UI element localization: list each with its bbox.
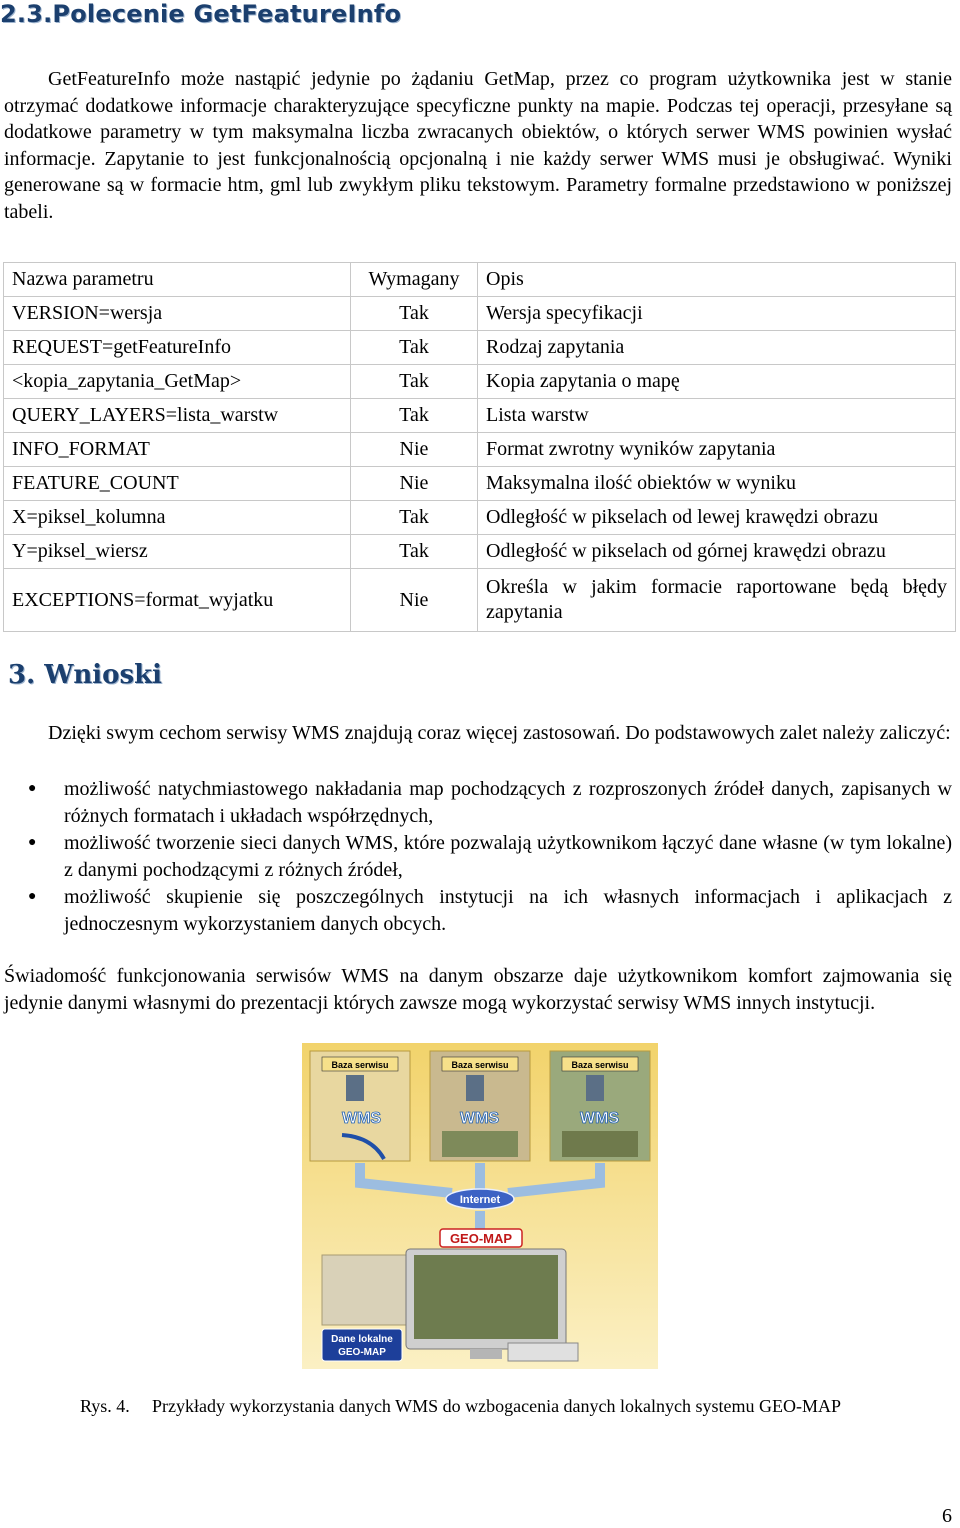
table-cell-param: QUERY_LAYERS=lista_warstw bbox=[4, 399, 351, 433]
caption-number: Rys. 4. bbox=[80, 1396, 130, 1416]
page-number: 6 bbox=[942, 1505, 952, 1527]
table-cell-param: Y=piksel_wiersz bbox=[4, 535, 351, 569]
conclusions-heading: 3. Wnioski bbox=[8, 660, 163, 690]
section-heading: 2.3.Polecenie GetFeatureInfo bbox=[0, 0, 402, 28]
monitor-screen bbox=[414, 1255, 558, 1339]
internet-label: Internet bbox=[459, 1194, 501, 1206]
table-cell-param: EXCEPTIONS=format_wyjatku bbox=[4, 569, 351, 632]
table-cell-description: Maksymalna ilość obiektów w wyniku bbox=[478, 467, 956, 501]
wms-label: WMS bbox=[342, 1110, 382, 1127]
local-label-line1: Dane lokalne bbox=[331, 1334, 393, 1345]
table-cell-description: Określa w jakim formacie raportowane będą błędy zapytania bbox=[478, 569, 956, 632]
table-cell-description: Rodzaj zapytania bbox=[478, 331, 956, 365]
figure-caption bbox=[80, 1396, 841, 1417]
table-cell-description: Kopia zapytania o mapę bbox=[478, 365, 956, 399]
table-cell-required: Nie bbox=[351, 467, 478, 501]
server-icon bbox=[586, 1075, 604, 1101]
table-cell-description: Wersja specyfikacji bbox=[478, 297, 956, 331]
wms-label: WMS bbox=[580, 1110, 620, 1127]
table-row bbox=[4, 297, 956, 331]
table-row bbox=[4, 331, 956, 365]
table-cell-param: <kopia_zapytania_GetMap> bbox=[4, 365, 351, 399]
table-cell-param: X=piksel_kolumna bbox=[4, 501, 351, 535]
table-header-cell: Wymagany bbox=[351, 263, 478, 297]
monitor-stand-icon bbox=[470, 1349, 502, 1359]
table-cell-required: Tak bbox=[351, 331, 478, 365]
server-icon bbox=[466, 1075, 484, 1101]
conclusions-intro: Dzięki swym cechom serwisy WMS znajdują coraz więcej zastosowań. Do podstawowych zalet należy zaliczyć: bbox=[48, 722, 951, 744]
table-cell-param: REQUEST=getFeatureInfo bbox=[4, 331, 351, 365]
table-cell-required: Nie bbox=[351, 433, 478, 467]
table-cell-param: INFO_FORMAT bbox=[4, 433, 351, 467]
server-panel-3 bbox=[550, 1051, 650, 1161]
table-cell-required: Tak bbox=[351, 399, 478, 433]
table-header-row bbox=[4, 263, 956, 297]
wms-diagram-figure bbox=[302, 1043, 658, 1369]
table-cell-description: Format zwrotny wyników zapytania bbox=[478, 433, 956, 467]
table-cell-required: Tak bbox=[351, 297, 478, 331]
table-row bbox=[4, 365, 956, 399]
keyboard-icon bbox=[508, 1343, 578, 1361]
server-panel-2 bbox=[430, 1051, 530, 1161]
ortho-image-icon bbox=[562, 1131, 638, 1157]
server-panel-1 bbox=[310, 1051, 410, 1161]
table-row bbox=[4, 535, 956, 569]
table-cell-description: Lista warstw bbox=[478, 399, 956, 433]
table-header-cell: Opis bbox=[478, 263, 956, 297]
wms-diagram bbox=[302, 1043, 658, 1369]
geomap-label: GEO-MAP bbox=[449, 1231, 513, 1246]
list-item: ● możliwość tworzenie sieci danych WMS, które pozwalają użytkownikom łączyć dane własne (w tym lokalne) z danymi pochodzącymi z różnych źródeł, bbox=[64, 830, 952, 883]
table-row bbox=[4, 399, 956, 433]
server-icon bbox=[346, 1075, 364, 1101]
local-label-line2: GEO-MAP bbox=[338, 1347, 386, 1358]
list-item: ● możliwość skupienie się poszczególnych instytucji na ich własnych informacjach i aplikacjach z jednoczesnym wykorzystaniem danych obcych. bbox=[64, 884, 952, 937]
table-row bbox=[4, 467, 956, 501]
table-row bbox=[4, 433, 956, 467]
advantages-list bbox=[64, 776, 952, 938]
wms-label: WMS bbox=[460, 1110, 500, 1127]
ortho-image-icon bbox=[442, 1131, 518, 1157]
table-cell-param: FEATURE_COUNT bbox=[4, 467, 351, 501]
intro-paragraph: GetFeatureInfo może nastąpić jedynie po żądaniu GetMap, przez co program użytkownika jest w stanie otrzymać dodatkowe informacje charakteryzujące specyficzne punkty na mapie. Podczas tej operacji, przesyłane są dodatkowe parametry w tym maksymalna liczba zwracanych obiektów, o których serwer WMS powinien wysłać informacje. Zapytanie to jest funkcjonalnością opcjonalną i nie każdy serwer WMS musi je obsługiwać. Wyniki generowane są w formacie htm, gml lub zwykłym pliku tekstowym. Parametry formalne przedstawiono w poniższej tabeli. bbox=[4, 68, 952, 223]
table-cell-description: Odległość w pikselach od lewej krawędzi obrazu bbox=[478, 501, 956, 535]
table-header-cell: Nazwa parametru bbox=[4, 263, 351, 297]
table-cell-required: Tak bbox=[351, 501, 478, 535]
list-item: ● możliwość natychmiastowego nakładania map pochodzących z rozproszonych źródeł danych, zapisanych w różnych formatach i układach współrzędnych, bbox=[64, 776, 952, 829]
table-cell-required: Tak bbox=[351, 535, 478, 569]
table-row bbox=[4, 569, 956, 632]
table-row bbox=[4, 501, 956, 535]
caption-text: Przykłady wykorzystania danych WMS do wzbogacenia danych lokalnych systemu GEO-MAP bbox=[152, 1396, 842, 1416]
server-label: Baza serwisu bbox=[571, 1060, 629, 1070]
table-cell-description: Odległość w pikselach od górnej krawędzi obrazu bbox=[478, 535, 956, 569]
table-cell-param: VERSION=wersja bbox=[4, 297, 351, 331]
parameters-table bbox=[3, 262, 956, 632]
table-cell-required: Tak bbox=[351, 365, 478, 399]
server-label: Baza serwisu bbox=[331, 1060, 389, 1070]
table-cell-required: Nie bbox=[351, 569, 478, 632]
server-label: Baza serwisu bbox=[451, 1060, 509, 1070]
closing-paragraph: Świadomość funkcjonowania serwisów WMS na danym obszarze daje użytkownikom komfort zajmowania się jedynie danymi własnymi do prezentacji których zawsze mogą wykorzystać serwisy WMS innych instytucji. bbox=[4, 965, 952, 1014]
